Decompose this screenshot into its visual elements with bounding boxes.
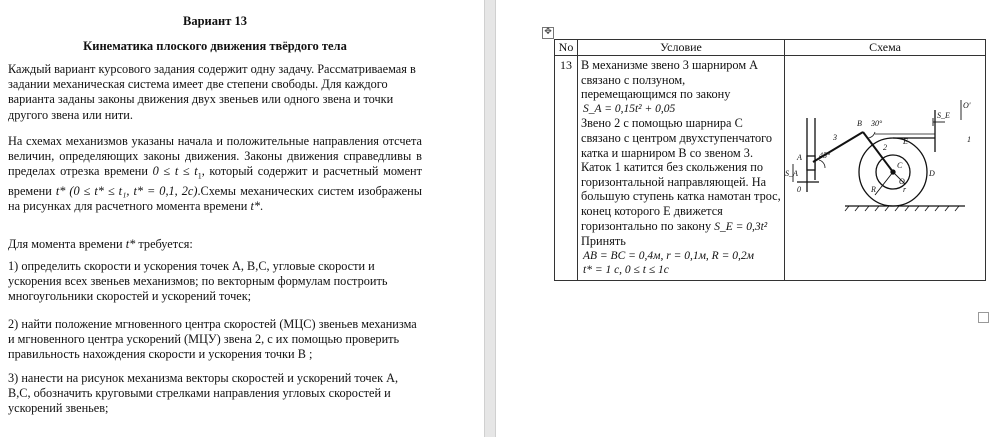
schema-cell <box>785 56 986 281</box>
label-e: E <box>903 137 908 146</box>
required-text-b: требуется: <box>138 237 193 251</box>
list-item-2: 2) найти положение мгновенного центра скоростей (МЦС) звеньев механизма и мгновенного центра ускорений (МЦУ) звена 2, с их помощью проверить правильность нахождения скорости и ускорения точки B ; <box>8 317 417 362</box>
formula-time: t* = 1 c, 0 ≤ t ≤ 1c <box>583 264 669 277</box>
required-time: t* <box>125 237 136 251</box>
paragraph-intro: Каждый вариант курсового задания содержит одну задачу. Рассматриваемая в задании механическая система имеет две степени свободы. Для каждого варианта заданы законы движения двух звеньев или одного звена и точки другого звена или нити. <box>8 62 416 122</box>
label-sa: S_A <box>785 169 798 178</box>
label-link-2: 2 <box>883 143 887 152</box>
variant-title: Вариант 13 <box>183 14 247 28</box>
label-d: D <box>929 169 935 178</box>
condition-text-2: Звено 2 с помощью шарнира C связано с центром двухступенчатого катка и шарниром B со звеном 3. Каток 1 катится без скольжения по горизонтальной направляющей. На большую ступень катка намотан трос, конец которого E движется горизонтально по закону S_E = 0,3t² <box>581 116 781 233</box>
label-big-r: R <box>871 185 876 194</box>
label-se: S_E <box>937 111 950 120</box>
required-text-a: Для момента времени <box>8 237 123 251</box>
section-title: Кинематика плоского движения твёрдого тела <box>83 39 347 53</box>
list-item-3: 3) нанести на рисунок механизма векторы скоростей и ускорений точек A, B,C, обозначить круговыми стрелками направления угловых скоростей и ускорений звеньев; <box>8 371 399 416</box>
table-row <box>555 56 986 281</box>
condition-text-1: В механизме звено 3 шарниром A связано с ползуном, перемещающимся по закону <box>581 58 758 102</box>
header-schema: Схема <box>785 40 986 56</box>
condition-text-3: Принять <box>581 234 626 249</box>
laws-text-a: На схемах механизмов указаны начала и положительные направления отсчета величин, определяющих законы движения. Законы движения справедливы в пределах отрезка времени <box>8 134 422 179</box>
list-item-1: 1) определить скорости и ускорения точек A, B,C, угловые скорости и ускорения всех звеньев механизмов; по векторным формулам построить многоугольники скоростей и ускорений точек; <box>8 259 388 304</box>
condition-cell <box>578 56 785 281</box>
label-o: O <box>899 177 905 186</box>
table-resize-handle-icon[interactable] <box>978 312 989 323</box>
label-link-3: 3 <box>833 133 837 142</box>
header-no: No <box>555 40 578 56</box>
slider-a <box>807 156 815 170</box>
label-angle-45: 45° <box>819 151 831 160</box>
label-c: C <box>897 161 903 170</box>
left-page <box>0 0 484 437</box>
label-small-r: r <box>903 185 907 194</box>
time-star: t* <box>250 199 261 214</box>
radius-r-big <box>875 172 893 195</box>
task-table <box>554 39 986 281</box>
right-page <box>496 0 1000 437</box>
row-number: 13 <box>555 56 578 281</box>
table-move-handle-icon[interactable]: ✥ <box>542 27 554 39</box>
label-a: A <box>797 153 802 162</box>
laws-text-b: , который содержит и расчетный момент времени <box>8 164 422 199</box>
paragraph-required <box>8 237 422 252</box>
label-angle-30: 30° <box>871 119 883 128</box>
label-zero: 0 <box>797 185 801 194</box>
mechanism-schema <box>785 60 985 220</box>
label-o-prime: O' <box>963 101 971 110</box>
header-condition: Условие <box>578 40 785 56</box>
label-b: B <box>857 119 862 128</box>
laws-text-c: .Схемы механических систем изображены на рисунках для расчетного момента времени <box>8 184 422 214</box>
table-header-row <box>555 40 986 56</box>
paragraph-laws: На схемах механизмов указаны начала и положительные направления отсчета величин, определяющих законы движения. Законы движения справедливы в пределах отрезка времени $0 \le t \le t_1$, который содержит и расчетный момент времени t* (0 ≤ t* ≤ t₁, t* = 0,1, 2c).Схемы механических систем изображены на рисунках для расчетного момента времени t*. <box>8 134 422 214</box>
formula-se: S_E = 0,3t² <box>714 220 768 233</box>
formula-lengths: AB = BC = 0,4м, r = 0,1м, R = 0,2м <box>583 249 754 262</box>
page-gutter <box>484 0 496 437</box>
time-range: 0 ≤ t ≤ t <box>152 164 198 179</box>
time-moment: t* (0 ≤ t* ≤ t₁, t* = 0,1, 2c) <box>55 184 198 199</box>
formula-sa: S_A = 0,15t² + 0,05 <box>583 102 676 115</box>
label-link-1: 1 <box>967 135 971 144</box>
